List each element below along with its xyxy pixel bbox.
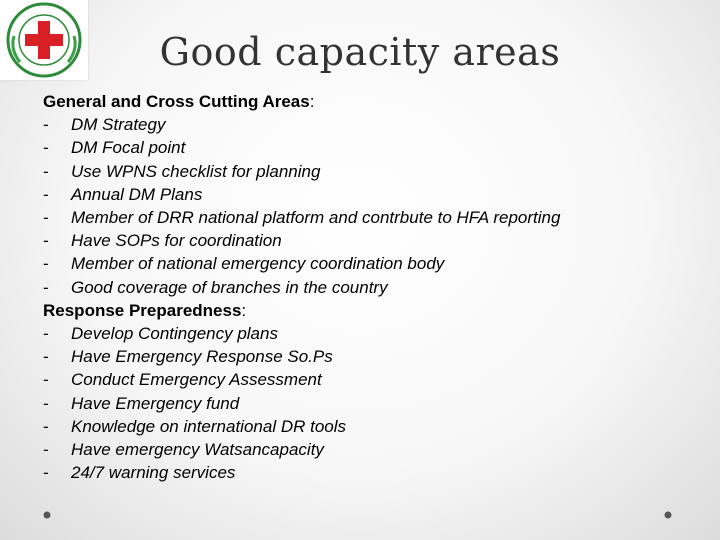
ornament-dot-right xyxy=(665,512,672,519)
list-item xyxy=(43,113,703,136)
page-title: Good capacity areas xyxy=(159,30,561,74)
bullet-dash: - xyxy=(43,138,49,158)
list-item xyxy=(43,183,703,206)
section-heading-general: General and Cross Cutting Areas: xyxy=(43,92,315,111)
bullet-dash: - xyxy=(43,347,49,367)
bullet-dash: - xyxy=(43,184,49,204)
bullet-dash: - xyxy=(43,254,49,274)
bullet-dash: - xyxy=(43,440,49,460)
general-areas-list xyxy=(43,113,703,299)
list-item xyxy=(43,415,703,438)
list-item xyxy=(43,392,703,415)
list-item-text: DM Focal point xyxy=(71,138,186,158)
list-item xyxy=(43,136,703,159)
section-heading-response: Response Preparedness: xyxy=(43,300,247,320)
bullet-dash: - xyxy=(43,161,49,181)
list-item-text: Have emergency Watsancapacity xyxy=(71,440,324,460)
list-item-text: DM Strategy xyxy=(71,115,166,135)
content-body xyxy=(43,90,703,484)
list-item xyxy=(43,368,703,391)
list-item xyxy=(43,206,703,229)
footer-ornament xyxy=(40,505,680,525)
bullet-dash: - xyxy=(43,463,49,483)
list-item-text: Have SOPs for coordination xyxy=(71,231,282,251)
list-item-text: 24/7 warning services xyxy=(71,463,236,483)
list-item-text: Member of DRR national platform and contrbute to HFA reporting xyxy=(71,208,561,228)
list-item xyxy=(43,438,703,461)
list-item-text: Have Emergency fund xyxy=(71,393,240,413)
list-item-text: Conduct Emergency Assessment xyxy=(71,370,322,390)
list-item-text: Annual DM Plans xyxy=(71,184,203,204)
list-item xyxy=(43,276,703,299)
bullet-dash: - xyxy=(43,416,49,436)
bullet-dash: - xyxy=(43,115,49,135)
list-item-text: Member of national emergency coordination body xyxy=(71,254,445,274)
bullet-dash: - xyxy=(43,231,49,251)
bullet-dash: - xyxy=(43,208,49,228)
list-item xyxy=(43,229,703,252)
list-item-text: Develop Contingency plans xyxy=(71,324,278,344)
bullet-dash: - xyxy=(43,277,49,297)
response-preparedness-list xyxy=(43,322,703,484)
list-item-text: Good coverage of branches in the country xyxy=(71,277,388,297)
list-item xyxy=(43,322,703,345)
list-item xyxy=(43,252,703,275)
list-item-text: Use WPNS checklist for planning xyxy=(71,161,321,181)
bullet-dash: - xyxy=(43,370,49,390)
list-item-text: Have Emergency Response So.Ps xyxy=(71,347,333,367)
list-item xyxy=(43,160,703,183)
list-item xyxy=(43,461,703,484)
list-item xyxy=(43,345,703,368)
bullet-dash: - xyxy=(43,393,49,413)
list-item-text: Knowledge on international DR tools xyxy=(71,416,347,436)
ornament-dot-left xyxy=(44,512,51,519)
bullet-dash: - xyxy=(43,324,49,344)
